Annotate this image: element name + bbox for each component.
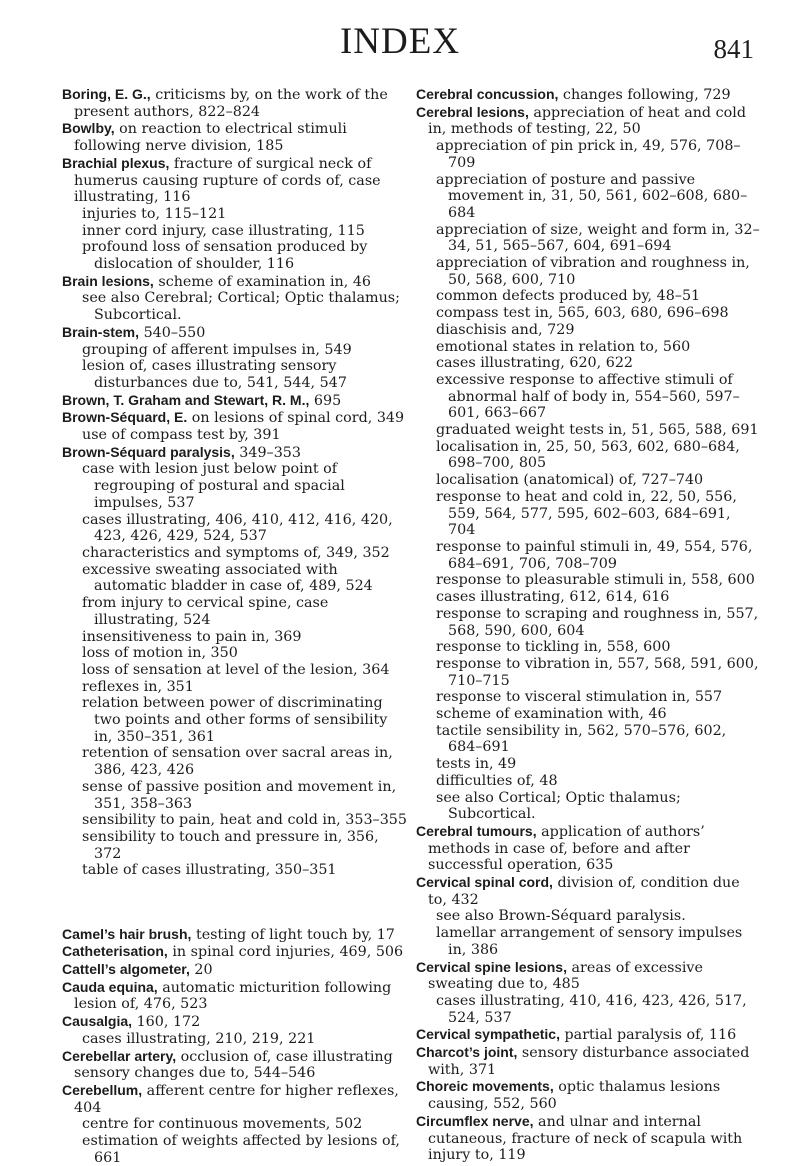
index-subentry	[62, 206, 408, 223]
index-text: lesion of, cases illustrating sensory disturbances due to, 541, 544, 547	[82, 358, 347, 391]
index-text: optic thalamus lesions causing, 552, 560	[428, 1079, 721, 1113]
index-text: appreciation of pin prick in, 49, 576, 708–709	[436, 138, 741, 171]
index-subentry	[416, 790, 762, 823]
index-subentry	[62, 461, 408, 511]
index-entry	[416, 1044, 762, 1078]
index-text: tests in, 49	[436, 756, 517, 773]
index-text: inner cord injury, case illustrating, 115	[82, 222, 365, 239]
index-subentry	[416, 355, 762, 372]
index-subentry	[416, 255, 762, 288]
index-subentry	[416, 138, 762, 171]
index-subentry	[62, 223, 408, 240]
index-term: Boring, E. G.,	[62, 86, 151, 102]
index-entry	[416, 1113, 762, 1164]
index-entry	[62, 324, 408, 342]
index-entry	[62, 392, 408, 410]
index-text: response to vibration in, 557, 568, 591, 600, 710–715	[436, 655, 759, 689]
index-text: emotional states in relation to, 560	[436, 338, 691, 355]
index-subentry	[416, 756, 762, 773]
index-subentry	[62, 512, 408, 545]
index-text: scheme of examination in, 46	[153, 273, 372, 290]
index-text: localisation (anatomical) of, 727–740	[436, 472, 704, 489]
index-text: on lesions of spinal cord, 349	[187, 410, 405, 427]
index-subentry	[416, 723, 762, 756]
index-text: testing of light touch by, 17	[191, 926, 395, 943]
index-subentry	[62, 745, 408, 778]
index-text: case with lesion just below point of regrouping of postural and spacial impulses, 537	[82, 461, 345, 511]
index-term: Brown-Séquard, E.	[62, 409, 188, 426]
index-text: appreciation of vibration and roughness in, 50, 568, 600, 710	[436, 255, 750, 288]
index-text: appreciation of size, weight and form in, 32–34, 51, 565–567, 604, 691–694	[436, 221, 760, 255]
index-subentry	[416, 993, 762, 1026]
index-text: division of, condition due to, 432	[428, 875, 740, 908]
index-text: compass test in, 565, 603, 680, 696–698	[436, 305, 729, 322]
index-text: diaschisis and, 729	[436, 321, 575, 338]
index-subentry	[62, 1116, 408, 1133]
index-text: cases illustrating, 612, 614, 616	[436, 589, 670, 606]
index-subentry	[416, 172, 762, 222]
index-text: automatic micturition following lesion of, 476, 523	[74, 979, 392, 1013]
index-term: Catheterisation,	[62, 943, 168, 960]
index-text: sensibility to touch and pressure in, 356, 372	[82, 828, 379, 862]
index-text: cases illustrating, 210, 219, 221	[82, 1030, 316, 1047]
index-subentry	[62, 358, 408, 391]
index-subentry	[416, 925, 762, 958]
index-text: loss of sensation at level of the lesion, 364	[82, 661, 390, 678]
index-term: Cattell’s algometer,	[62, 961, 190, 978]
index-term: Cervical sympathetic,	[416, 1026, 560, 1043]
index-text: in spinal cord injuries, 469, 506	[167, 944, 404, 961]
index-text: scheme of examination with, 46	[436, 706, 667, 723]
index-term: Brachial plexus,	[62, 154, 170, 171]
index-text: see also Cerebral; Cortical; Optic thalamus; Subcortical.	[82, 290, 400, 324]
index-text: on reaction to electrical stimuli following nerve division, 185	[74, 121, 347, 155]
index-subentry	[62, 779, 408, 812]
index-text: response to heat and cold in, 22, 50, 556, 559, 564, 577, 595, 602–603, 684–691, 704	[436, 488, 737, 539]
index-subentry	[62, 562, 408, 595]
index-text: loss of motion in, 350	[82, 645, 238, 662]
index-subentry	[62, 239, 408, 272]
index-subentry	[416, 422, 762, 439]
index-entry	[416, 1026, 762, 1044]
index-subentry	[416, 305, 762, 322]
index-title: INDEX	[339, 21, 461, 62]
index-text: appreciation of posture and passive movement in, 31, 50, 561, 602–608, 680–684	[436, 171, 748, 221]
index-text: and ulnar and internal cutaneous, fracture of neck of scapula with injury to, 119	[428, 1113, 743, 1164]
index-text: relation between power of discriminating two points and other forms of sensibility in, 350–351, 361	[82, 695, 388, 745]
index-entry	[62, 86, 408, 120]
index-text: excessive sweating associated with automatic bladder in case of, 489, 524	[82, 561, 373, 595]
index-text: use of compass test by, 391	[82, 427, 281, 444]
index-subentry	[62, 645, 408, 662]
index-term: Causalgia,	[62, 1013, 133, 1030]
index-text: 540–550	[139, 324, 206, 341]
index-text: profound loss of sensation produced by dislocation of shoulder, 116	[82, 239, 368, 273]
index-term: Circumflex nerve,	[416, 1112, 534, 1129]
index-subentry	[62, 427, 408, 444]
index-text: partial paralysis of, 116	[559, 1027, 737, 1044]
index-subentry	[62, 545, 408, 562]
index-subentry	[416, 339, 762, 356]
index-subentry	[416, 908, 762, 925]
index-text: cases illustrating, 620, 622	[436, 355, 634, 372]
index-term: Charcot’s joint,	[416, 1044, 518, 1061]
index-text: localisation in, 25, 50, 563, 602, 680–684, 698–700, 805	[436, 438, 740, 472]
index-entry	[62, 273, 408, 291]
index-entry	[62, 1048, 408, 1082]
index-subentry	[62, 342, 408, 359]
index-text: criticisms by, on the work of the present authors, 822–824	[74, 87, 388, 120]
index-text: tactile sensibility in, 562, 570–576, 602, 684–691	[436, 722, 727, 756]
index-text: table of cases illustrating, 350–351	[82, 862, 337, 879]
index-entry	[62, 961, 408, 979]
index-term: Cauda equina,	[62, 978, 158, 995]
index-subentry	[416, 222, 762, 255]
index-entry	[416, 874, 762, 908]
index-subentry	[416, 572, 762, 589]
index-term: Cervical spinal cord,	[416, 874, 553, 891]
index-text: graduated weight tests in, 51, 565, 588, 691	[436, 422, 759, 439]
index-term: Cerebellar artery,	[62, 1047, 177, 1064]
index-subentry	[62, 829, 408, 862]
index-subentry	[416, 439, 762, 472]
index-entry	[416, 1078, 762, 1112]
index-subentry	[416, 606, 762, 639]
index-subentry	[62, 1031, 408, 1048]
index-term: Brain-stem,	[62, 323, 140, 340]
page-number: 841	[713, 34, 754, 64]
index-subentry	[62, 662, 408, 679]
index-term: Brain lesions,	[62, 272, 154, 289]
index-text: see also Brown-Séquard paralysis.	[436, 908, 686, 925]
index-text: cases illustrating, 406, 410, 412, 416, 420, 423, 426, 429, 524, 537	[82, 511, 393, 545]
index-text: 695	[309, 392, 342, 409]
index-text: areas of excessive sweating due to, 485	[428, 959, 703, 993]
index-text: characteristics and symptoms of, 349, 352	[82, 544, 390, 561]
index-subentry	[62, 1133, 408, 1166]
index-term: Cerebral tumours,	[416, 822, 537, 839]
index-subentry	[416, 288, 762, 305]
index-text: sensibility to pain, heat and cold in, 353–355	[82, 812, 407, 829]
index-text: changes following, 729	[558, 87, 731, 103]
index-entry	[62, 926, 408, 944]
index-text: grouping of afferent impulses in, 549	[82, 341, 352, 358]
index-text: retention of sensation over sacral areas in, 386, 423, 426	[82, 745, 393, 779]
index-text: response to tickling in, 558, 600	[436, 639, 671, 656]
index-entry	[62, 409, 408, 427]
index-text: response to scraping and roughness in, 557, 568, 590, 600, 604	[436, 605, 759, 639]
index-text: see also Cortical; Optic thalamus; Subcortical.	[436, 789, 681, 823]
index-subentry	[416, 706, 762, 723]
index-text: 160, 172	[132, 1014, 201, 1031]
index-text: difficulties of, 48	[436, 772, 558, 789]
index-subentry	[62, 812, 408, 829]
index-text: response to visceral stimulation in, 557	[436, 689, 723, 706]
index-subentry	[416, 689, 762, 706]
page-header	[0, 20, 800, 80]
index-entry	[62, 979, 408, 1013]
index-text: sense of passive position and movement in, 351, 358–363	[82, 778, 397, 812]
index-entry	[416, 86, 762, 104]
index-entry	[416, 959, 762, 993]
index-subentry	[416, 773, 762, 790]
index-text: fracture of surgical neck of humerus causing rupture of cords of, case illustrating, 116	[74, 155, 381, 206]
index-term: Cervical spine lesions,	[416, 958, 567, 975]
index-term: Camel’s hair brush,	[62, 925, 192, 942]
index-text: lamellar arrangement of sensory impulses in, 386	[436, 925, 743, 958]
index-term: Choreic movements,	[416, 1078, 554, 1095]
index-subentry	[416, 656, 762, 689]
index-subentry	[62, 595, 408, 628]
index-subentry	[416, 372, 762, 422]
index-entry	[62, 1013, 408, 1031]
index-text: from injury to cervical spine, case illustrating, 524	[82, 595, 329, 628]
index-text: afferent centre for higher reflexes, 404	[74, 1082, 399, 1116]
index-entry	[416, 823, 762, 874]
index-entry	[416, 104, 762, 138]
index-text: response to painful stimuli in, 49, 554, 576, 684–691, 706, 708–709	[436, 538, 753, 572]
index-subentry	[62, 679, 408, 696]
left-index-column	[62, 86, 408, 1166]
index-text: excessive response to affective stimuli of abnormal half of body in, 554–560, 597–601, 663–667	[436, 371, 740, 422]
index-subentry	[416, 539, 762, 572]
index-subentry	[416, 589, 762, 606]
index-term: Cerebellum,	[62, 1081, 143, 1098]
right-index-column	[416, 86, 762, 1164]
section-spacer	[62, 893, 408, 911]
index-term: Brown, T. Graham and Stewart, R. M.,	[62, 391, 310, 408]
index-subentry	[416, 639, 762, 656]
index-text: sensory disturbance associated with, 371	[428, 1045, 750, 1078]
index-subentry	[62, 862, 408, 879]
index-text: reflexes in, 351	[82, 678, 194, 695]
index-entry	[62, 444, 408, 462]
index-subentry	[62, 695, 408, 745]
index-subentry	[62, 629, 408, 646]
index-text: response to pleasurable stimuli in, 558, 600	[436, 572, 755, 589]
index-subentry	[416, 489, 762, 539]
index-text: 20	[189, 962, 213, 979]
index-subentry	[416, 322, 762, 339]
index-text: injuries to, 115–121	[82, 205, 227, 222]
index-subentry	[416, 472, 762, 489]
index-term: Brown-Séquard paralysis,	[62, 443, 235, 460]
index-entry	[62, 943, 408, 961]
index-text: cases illustrating, 410, 416, 423, 426, 517, 524, 537	[436, 992, 747, 1026]
index-term: Cerebral lesions,	[416, 103, 529, 120]
index-text: insensitiveness to pain in, 369	[82, 628, 302, 645]
index-entry	[62, 1082, 408, 1116]
index-text: estimation of weights affected by lesions of, 661	[82, 1133, 400, 1166]
index-text: occlusion of, case illustrating sensory changes due to, 544–546	[74, 1048, 393, 1082]
index-entry	[62, 155, 408, 206]
index-text: 349–353	[234, 444, 301, 461]
index-text: appreciation of heat and cold in, methods of testing, 22, 50	[428, 104, 746, 138]
index-text: centre for continuous movements, 502	[82, 1116, 363, 1133]
index-text: common defects produced by, 48–51	[436, 288, 701, 305]
index-text: application of authors’ methods in case of, before and after successful operation, 635	[428, 823, 705, 874]
index-term: Bowlby,	[62, 120, 115, 137]
index-entry	[62, 120, 408, 154]
index-term: Cerebral concussion,	[416, 86, 559, 102]
index-subentry	[62, 290, 408, 323]
